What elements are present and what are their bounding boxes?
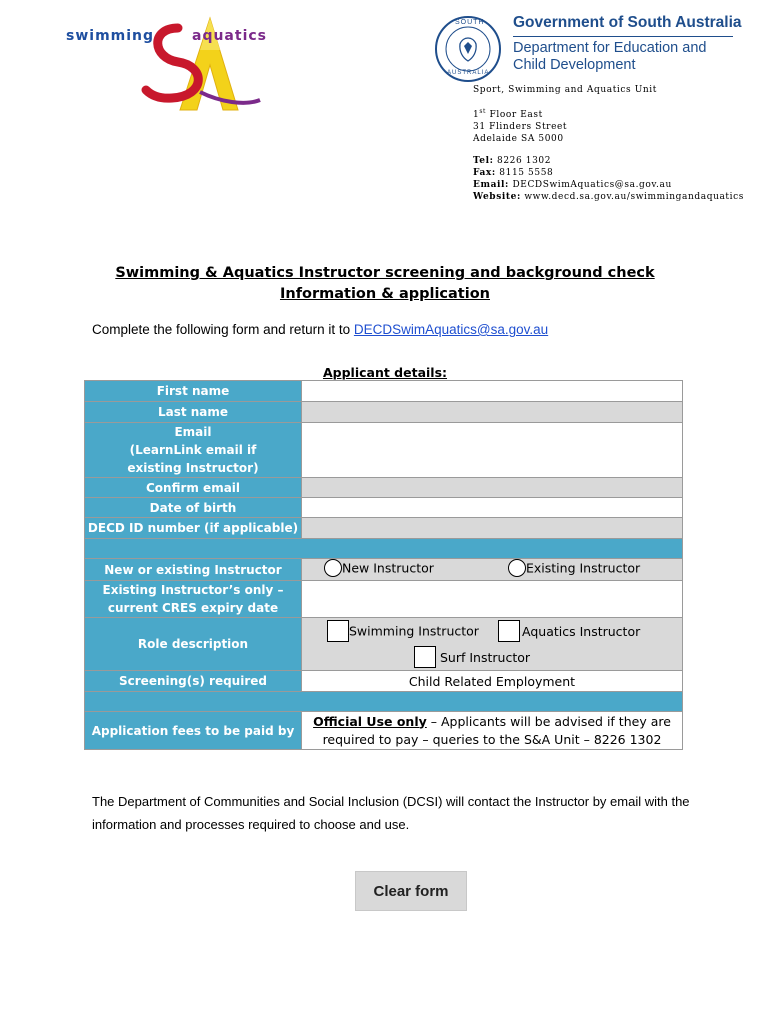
- applicant-form-table: [84, 380, 683, 750]
- title-line1: Swimming & Aquatics Instructor screening and background check: [115, 265, 655, 281]
- section-band: [85, 539, 683, 559]
- address-block: [473, 84, 753, 203]
- new-instructor-option[interactable]: New Instructor: [324, 559, 434, 577]
- page-title: [60, 263, 710, 305]
- cres-expiry-label: Existing Instructor’s only – current CRES expiry date: [85, 581, 302, 618]
- fees-notice: Official Use only – Applicants will be advised if they are required to pay – queries to the S&A Unit – 8226 1302: [302, 712, 683, 750]
- floor-line: 1st Floor East: [473, 108, 543, 120]
- gov-dept-line1: Department for Education and: [513, 40, 707, 56]
- seal-text-top: SOUTH: [455, 19, 485, 26]
- intro-text: Complete the following form and return it to DECDSwimAquatics@sa.gov.au: [92, 322, 549, 337]
- fees-label: Application fees to be paid by: [85, 712, 302, 750]
- logo-word-swimming: swimming: [66, 28, 155, 44]
- existing-instructor-option[interactable]: Existing Instructor: [508, 559, 640, 577]
- cres-expiry-field[interactable]: [302, 581, 683, 618]
- aquatics-instructor-checkbox[interactable]: [498, 620, 520, 642]
- first-name-label: First name: [85, 381, 302, 402]
- section-band-2: [85, 692, 683, 712]
- surf-instructor-checkbox[interactable]: [414, 646, 436, 668]
- decd-id-field[interactable]: [302, 518, 683, 539]
- confirm-email-label: Confirm email: [85, 478, 302, 498]
- street-line: 31 Flinders Street: [473, 122, 568, 132]
- applicant-details-heading: Applicant details:: [322, 365, 448, 380]
- swimming-aquatics-logo: [60, 10, 270, 120]
- aquatics-instructor-option[interactable]: Aquatics Instructor: [498, 620, 640, 642]
- sa-logo-graphic: [60, 10, 270, 120]
- dob-field[interactable]: [302, 498, 683, 518]
- gov-title-rule: [513, 36, 733, 37]
- fax-line: Fax: 8115 5558: [473, 168, 554, 178]
- official-use-label: Official Use only: [313, 713, 427, 729]
- new-instructor-radio[interactable]: [324, 559, 342, 577]
- government-logo: [433, 14, 743, 82]
- gov-title: Government of South Australia: [513, 14, 742, 31]
- instructor-type-options: [302, 559, 683, 581]
- confirm-email-field[interactable]: [302, 478, 683, 498]
- title-line2: Information & application: [279, 286, 490, 302]
- new-or-existing-label: New or existing Instructor: [85, 559, 302, 581]
- city-line: Adelaide SA 5000: [473, 134, 564, 144]
- email-link[interactable]: DECDSwimAquatics@sa.gov.au: [353, 322, 549, 337]
- logo-word-aquatics: aquatics: [192, 28, 268, 44]
- clear-form-button[interactable]: Clear form: [355, 871, 467, 911]
- swimming-instructor-checkbox[interactable]: [327, 620, 349, 642]
- last-name-label: Last name: [85, 402, 302, 423]
- surf-instructor-option[interactable]: Surf Instructor: [414, 646, 530, 668]
- swimming-instructor-option[interactable]: Swimming Instructor: [327, 620, 479, 642]
- screening-label: Screening(s) required: [85, 671, 302, 692]
- role-options: [302, 618, 683, 671]
- seal-text-bottom: AUSTRALIA: [447, 70, 490, 76]
- last-name-field[interactable]: [302, 402, 683, 423]
- website-line: Website: www.decd.sa.gov.au/swimmingandaquatics: [473, 192, 744, 202]
- decd-id-label: DECD ID number (if applicable): [85, 518, 302, 539]
- role-description-label: Role description: [85, 618, 302, 671]
- dob-label: Date of birth: [85, 498, 302, 518]
- dcsi-notice: The Department of Communities and Social Inclusion (DCSI) will contact the Instructor by email with the information and processes required to choose and use.: [92, 794, 690, 832]
- gov-dept-line2: Child Development: [513, 57, 636, 73]
- unit-name: Sport, Swimming and Aquatics Unit: [473, 85, 657, 95]
- email-line: Email: DECDSwimAquatics@sa.gov.au: [473, 180, 672, 190]
- first-name-field[interactable]: [302, 381, 683, 402]
- email-field[interactable]: [302, 423, 683, 478]
- existing-instructor-radio[interactable]: [508, 559, 526, 577]
- screening-value: Child Related Employment: [302, 671, 683, 692]
- email-label: Email (LearnLink email if existing Instructor): [85, 423, 302, 478]
- tel-line: Tel: 8226 1302: [473, 156, 552, 166]
